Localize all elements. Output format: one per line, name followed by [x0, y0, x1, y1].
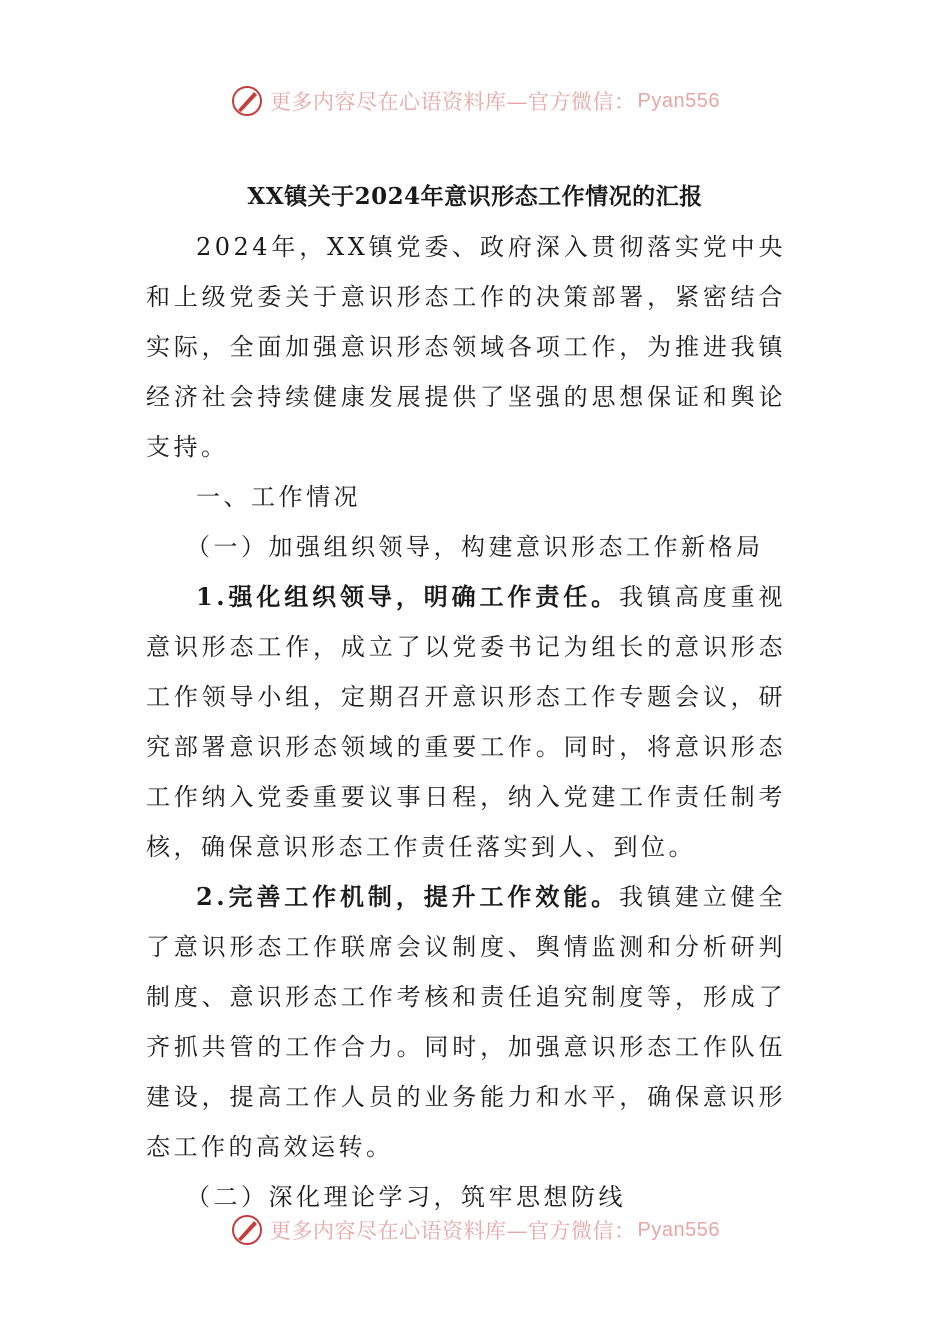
quill-logo-icon — [230, 1213, 264, 1247]
item-2-body: 我镇建立健全了意识形态工作联席会议制度、舆情监测和分析研判制度、意识形态工作考核和责任追究制度等，形成了齐抓共管的工作合力。同时，加强意识形态工作队伍建设，提高工作人员的业务能力和水平，确保意识形态工作的高效运转。 — [146, 883, 786, 1161]
item-1-title: 1.强化组织领导，明确工作责任。 — [196, 582, 620, 611]
watermark-text: 更多内容尽在心语资料库—官方微信： — [270, 90, 636, 114]
quill-logo-icon — [230, 84, 264, 118]
item-1-paragraph — [146, 572, 786, 872]
watermark-id: Pyan556 — [637, 89, 720, 112]
subsection-heading-1: （一）加强组织领导，构建意识形态工作新格局 — [186, 533, 764, 561]
watermark-text: 更多内容尽在心语资料库—官方微信： — [270, 1219, 636, 1243]
item-2-title: 2.完善工作机制，提升工作效能。 — [196, 882, 620, 911]
subsection-heading-2: （二）深化理论学习，筑牢思想防线 — [186, 1183, 626, 1211]
watermark-id: Pyan556 — [637, 1218, 720, 1241]
section-heading-1: 一、工作情况 — [196, 483, 361, 511]
document-title: XX镇关于2024年意识形态工作情况的汇报 — [247, 183, 703, 210]
document-body — [146, 222, 786, 1222]
footer-watermark — [0, 1213, 950, 1247]
item-1-body: 我镇高度重视意识形态工作，成立了以党委书记为组长的意识形态工作领导小组，定期召开意识形态工作专题会议，研究部署意识形态领域的重要工作。同时，将意识形态工作纳入党委重要议事日程，纳入党建工作责任制考核，确保意识形态工作责任落实到人、到位。 — [146, 583, 786, 861]
item-2-paragraph — [146, 872, 786, 1172]
intro-paragraph: 2024年，XX镇党委、政府深入贯彻落实党中央和上级党委关于意识形态工作的决策部署，紧密结合实际，全面加强意识形态领域各项工作，为推进我镇经济社会持续健康发展提供了坚强的思想保证和舆论支持。 — [146, 233, 786, 461]
header-watermark — [0, 84, 950, 118]
